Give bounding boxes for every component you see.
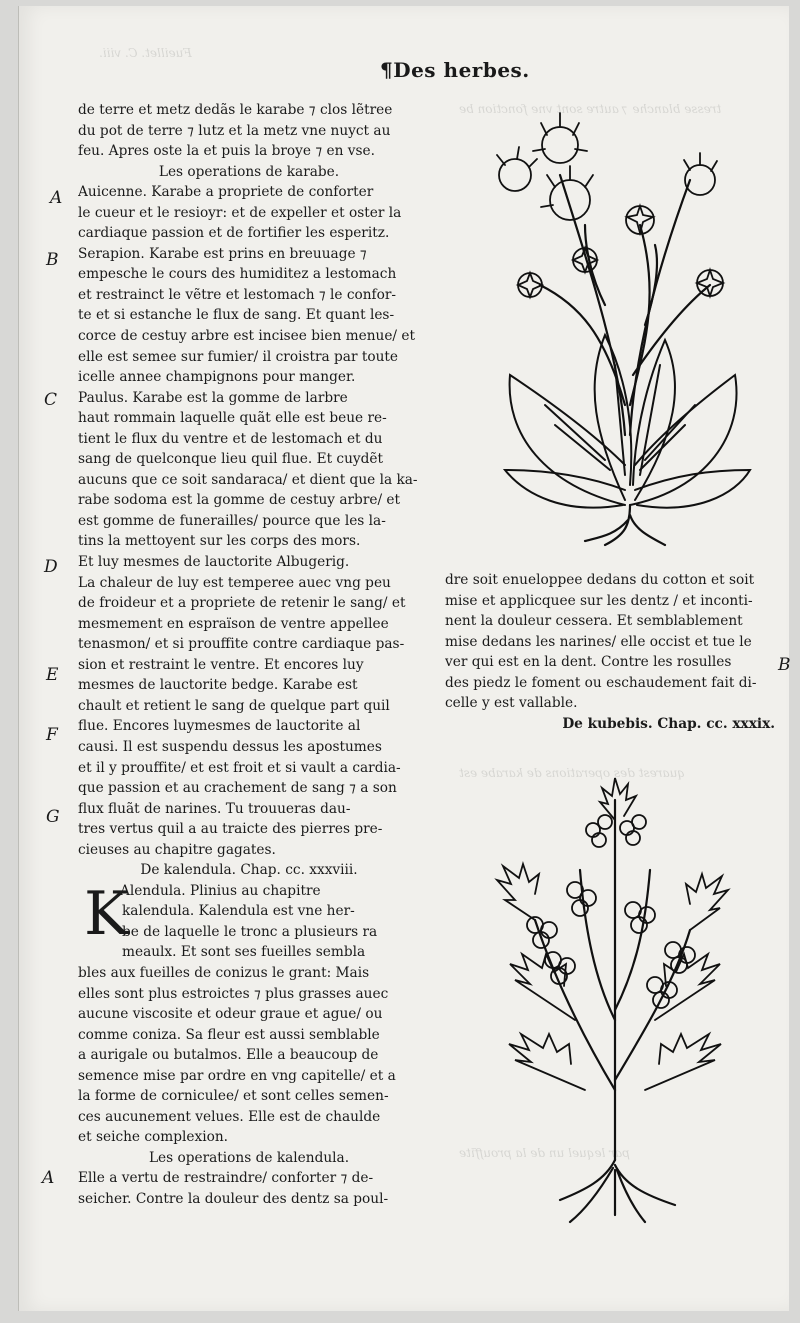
text-line: sion et restraint le ventre. Et encores luy [78,656,364,673]
text-line: Et luy mesmes de lauctorite Albugerig. [78,554,350,571]
text-line: seicher. Contre la douleur des dentz sa poul- [78,1190,389,1207]
text-line: mise dedans les narines/ elle occist et tue le [445,633,752,650]
text-line: tient le flux du ventre et de lestomach et du [78,430,383,447]
text-line: de terre et metz dedãs le karabe ⁊ clos lẽtree [78,102,393,118]
text-line: cieuses au chapitre gagates. [78,841,276,858]
text-line: cardiaque passion et de fortifier les esperitz. [78,225,390,242]
text-line: des piedz le foment ou eschaudement fait di- [445,674,757,691]
text-line: le cueur et le resioyr: et de expeller et oster la [78,204,402,221]
text-line: Les operations de karabe. [158,163,340,180]
text-line: tenasmon/ et si prouffite contre cardiaque pas- [78,636,405,653]
margin-letter-d: D [44,557,58,577]
text-line: que passion et au crachement de sang ⁊ a son [78,780,397,797]
plant-illustration-upper [485,105,755,555]
margin-letter-e: E [46,665,59,685]
text-line: corce de cestuy arbre est incisee bien menue/ et [78,328,415,345]
text-line: Paulus. Karabe est la gomme de larbre [78,389,348,406]
text-line: Alendula. Plinius au chapitre [120,882,321,899]
running-head: ¶Des herbes. [380,58,530,82]
text-line: mesmement en espraïson de ventre appellee [78,615,389,632]
text-line: Auicenne. Karabe a propriete de conforter [78,184,374,201]
text-line: aucune viscosite et odeur graue et ague/ ou [78,1006,383,1023]
text-line: comme coniza. Sa fleur est aussi semblable [78,1026,380,1043]
text-line: Serapion. Karabe est prins en breuuage ⁊ [78,245,367,262]
text-line: Les operations de kalendula. [148,1149,350,1166]
text-line: du pot de terre ⁊ lutz et la metz vne nuyct au [78,122,391,139]
text-line: be de laquelle le tronc a plusieurs ra [122,923,378,940]
margin-letter-c: C [44,390,58,410]
text-line: sang de quelconque lieu quil flue. Et cuydẽt [78,451,384,468]
text-line: causi. Il est suspendu dessus les apostumes [78,738,382,755]
text-line: celle y est vallable. [445,695,578,711]
text-line: mise et applicquee sur les dentz / et inconti- [445,592,753,609]
text-line: de froideur et a propriete de retenir le sang/ et [78,595,406,612]
pilcrow-icon: ¶ [380,58,394,82]
text-line: aucuns que ce soit sandaraca/ et dient que la ka- [78,471,418,488]
text-line: Elle a vertu de restraindre/ conforter ⁊ de- [78,1170,374,1187]
text-line: elles sont plus estroictes ⁊ plus grasses auec [78,985,389,1002]
text-line: La chaleur de luy est temperee auec vng peu [78,574,391,591]
text-line: elle est semee sur fumier/ il croistra par toute [78,348,398,365]
bleed-through-text: quarest des operations de karabe est [459,766,686,780]
right-text-column [445,570,775,734]
text-line: semence mise par ordre en vng capitelle/ et a [78,1067,396,1084]
text-line: et il y prouffite/ et est froit et si vault a cardia- [78,759,401,776]
text-line: tres vertus quil a au traicte des pierres pre- [78,821,383,838]
bleed-through-text: Fueillet. C. viii. [99,46,192,60]
bleed-through-text: par lequel un de la prouffite [459,1146,630,1160]
text-line: la forme de corniculee/ et sont celles semen- [78,1088,389,1105]
text-line: ces aucunement velues. Elle est de chaulde [78,1108,381,1125]
text-line: chault et retient le sang de quelque part quil [78,697,390,714]
margin-letter-a2: A [42,1168,55,1188]
plant-illustration-lower [475,760,745,1225]
margin-letter-b: B [46,250,59,270]
text-line: empesche le cours des humiditez a lestomach [78,266,397,283]
text-line: kalendula. Kalendula est vne her- [122,903,355,920]
text-line: a aurigale ou butalmos. Elle a beaucoup de [78,1047,379,1064]
drop-cap: K [84,878,129,949]
text-line: et seiche complexion. [78,1129,229,1146]
text-line: est gomme de funerailles/ pource que les la- [78,512,386,529]
text-line: flue. Encores luymesmes de lauctorite al [78,718,361,735]
text-line: bles aux fueilles de conizus le grant: Mais [78,964,370,981]
text-line: meaulx. Et sont ses fueilles sembla [122,944,366,961]
bleed-through-text: tresse blanche ⁊ autre sont vne fonction be [459,102,722,116]
text-line: ver qui est en la dent. Contre les rosulles [445,654,732,670]
text-line: dre soit enueloppee dedans du cotton et soit [445,572,755,588]
text-line: haut rommain laquelle quãt elle est beue re- [78,410,387,427]
margin-letter-g: G [46,807,60,827]
text-line: mesmes de lauctorite bedge. Karabe est [78,677,358,694]
text-line: flux fluãt de narines. Tu trouueras dau- [78,800,351,817]
text-line: rabe sodoma est la gomme de cestuy arbre/ et [78,492,401,509]
text-line: De kalendula. Chap. cc. xxxviii. [140,862,358,879]
margin-letter-right-b: B [778,655,791,675]
margin-letter-a: A [50,188,63,208]
text-line: De kubebis. Chap. cc. xxxix. [562,715,775,732]
text-line: icelle annee champignons pour manger. [78,369,356,386]
left-text-column [78,100,420,1210]
text-line: nent la douleur cessera. Et semblablement [445,613,743,629]
text-line: feu. Apres oste la et puis la broye ⁊ en vse. [78,143,375,160]
margin-letter-f: F [46,725,58,745]
text-line: et restrainct le vẽtre et lestomach ⁊ le confor- [78,286,397,303]
text-line: te et si estanche le flux de sang. Et quant les- [78,307,395,324]
text-line: tins la mettoyent sur les corps des mors. [78,533,361,550]
